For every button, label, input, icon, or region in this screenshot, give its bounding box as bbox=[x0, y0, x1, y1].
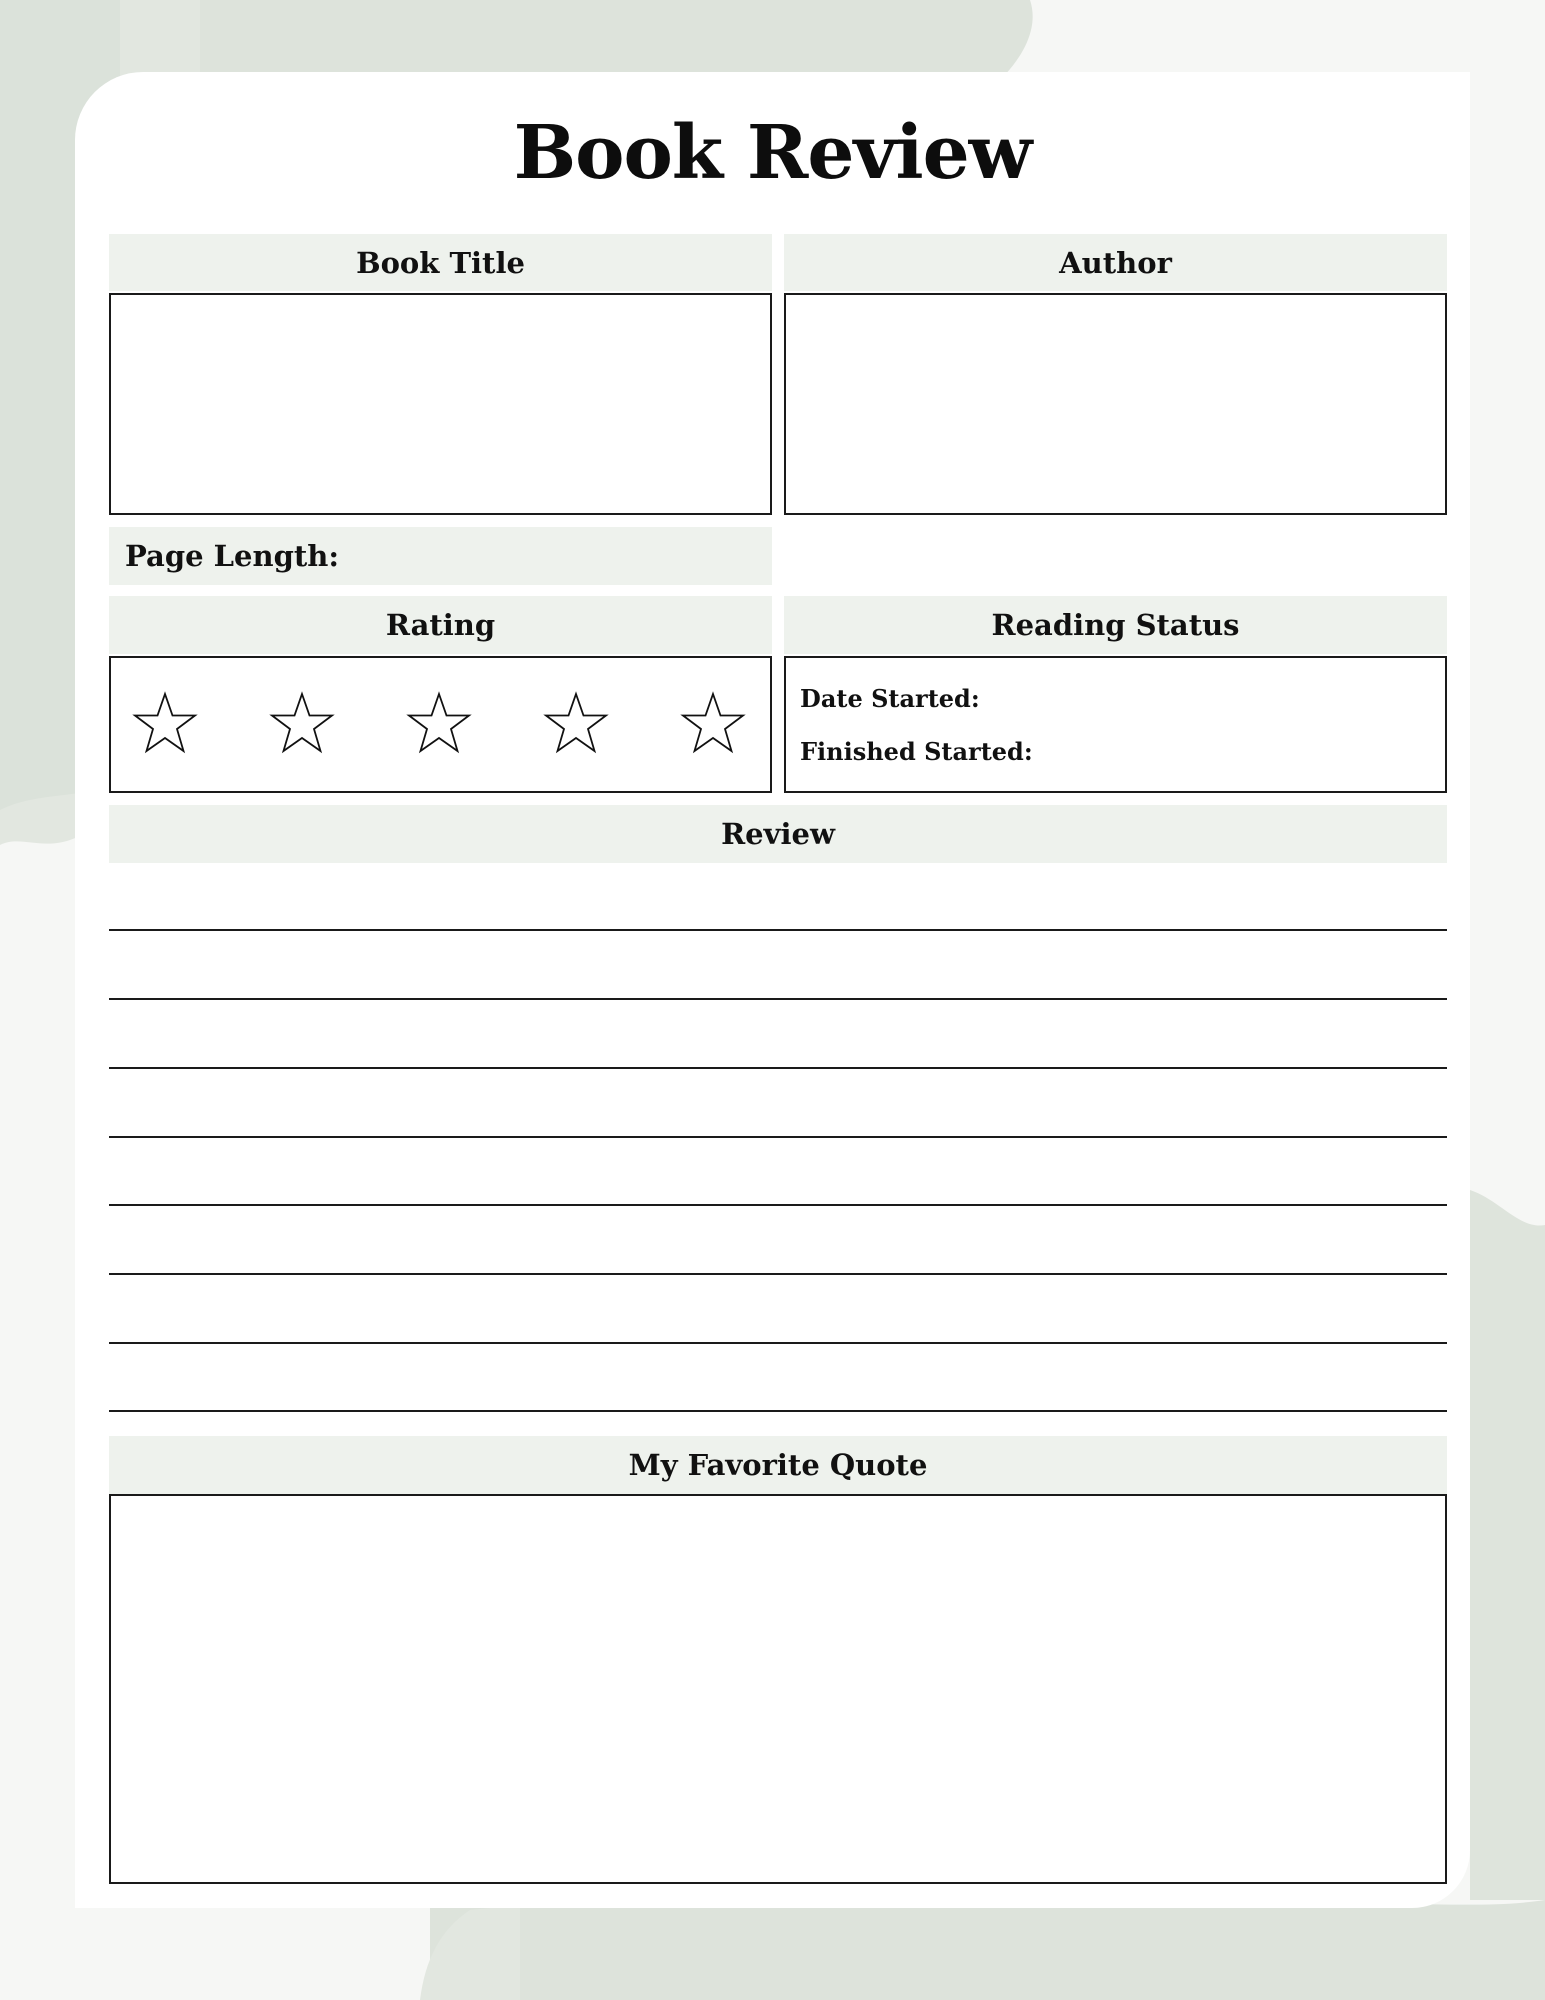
review-line[interactable] bbox=[109, 1136, 1447, 1138]
author-field[interactable] bbox=[784, 293, 1447, 515]
star-icon[interactable] bbox=[543, 691, 609, 755]
review-line[interactable] bbox=[109, 1273, 1447, 1275]
star-icon[interactable] bbox=[680, 691, 746, 755]
review-line[interactable] bbox=[109, 1067, 1447, 1069]
author-header: Author bbox=[784, 234, 1447, 291]
book-title-field[interactable] bbox=[109, 293, 772, 515]
review-line[interactable] bbox=[109, 1410, 1447, 1412]
reading-status-header: Reading Status bbox=[784, 596, 1447, 654]
date-started-label[interactable]: Date Started: bbox=[800, 684, 980, 713]
favorite-quote-header: My Favorite Quote bbox=[109, 1436, 1447, 1494]
favorite-quote-field[interactable] bbox=[109, 1494, 1447, 1884]
rating-header: Rating bbox=[109, 596, 772, 654]
star-icon[interactable] bbox=[269, 691, 335, 755]
reading-status-box bbox=[784, 656, 1447, 793]
page-length-field[interactable]: Page Length: bbox=[109, 527, 772, 585]
book-title-header: Book Title bbox=[109, 234, 772, 291]
review-header: Review bbox=[109, 805, 1447, 863]
review-line[interactable] bbox=[109, 1204, 1447, 1206]
star-icon[interactable] bbox=[132, 691, 198, 755]
star-icon[interactable] bbox=[406, 691, 472, 755]
finished-started-label[interactable]: Finished Started: bbox=[800, 737, 1033, 766]
review-line[interactable] bbox=[109, 929, 1447, 931]
star-rating[interactable] bbox=[109, 656, 772, 793]
page-title: Book Review bbox=[513, 110, 1032, 196]
review-line[interactable] bbox=[109, 1342, 1447, 1344]
review-line[interactable] bbox=[109, 998, 1447, 1000]
